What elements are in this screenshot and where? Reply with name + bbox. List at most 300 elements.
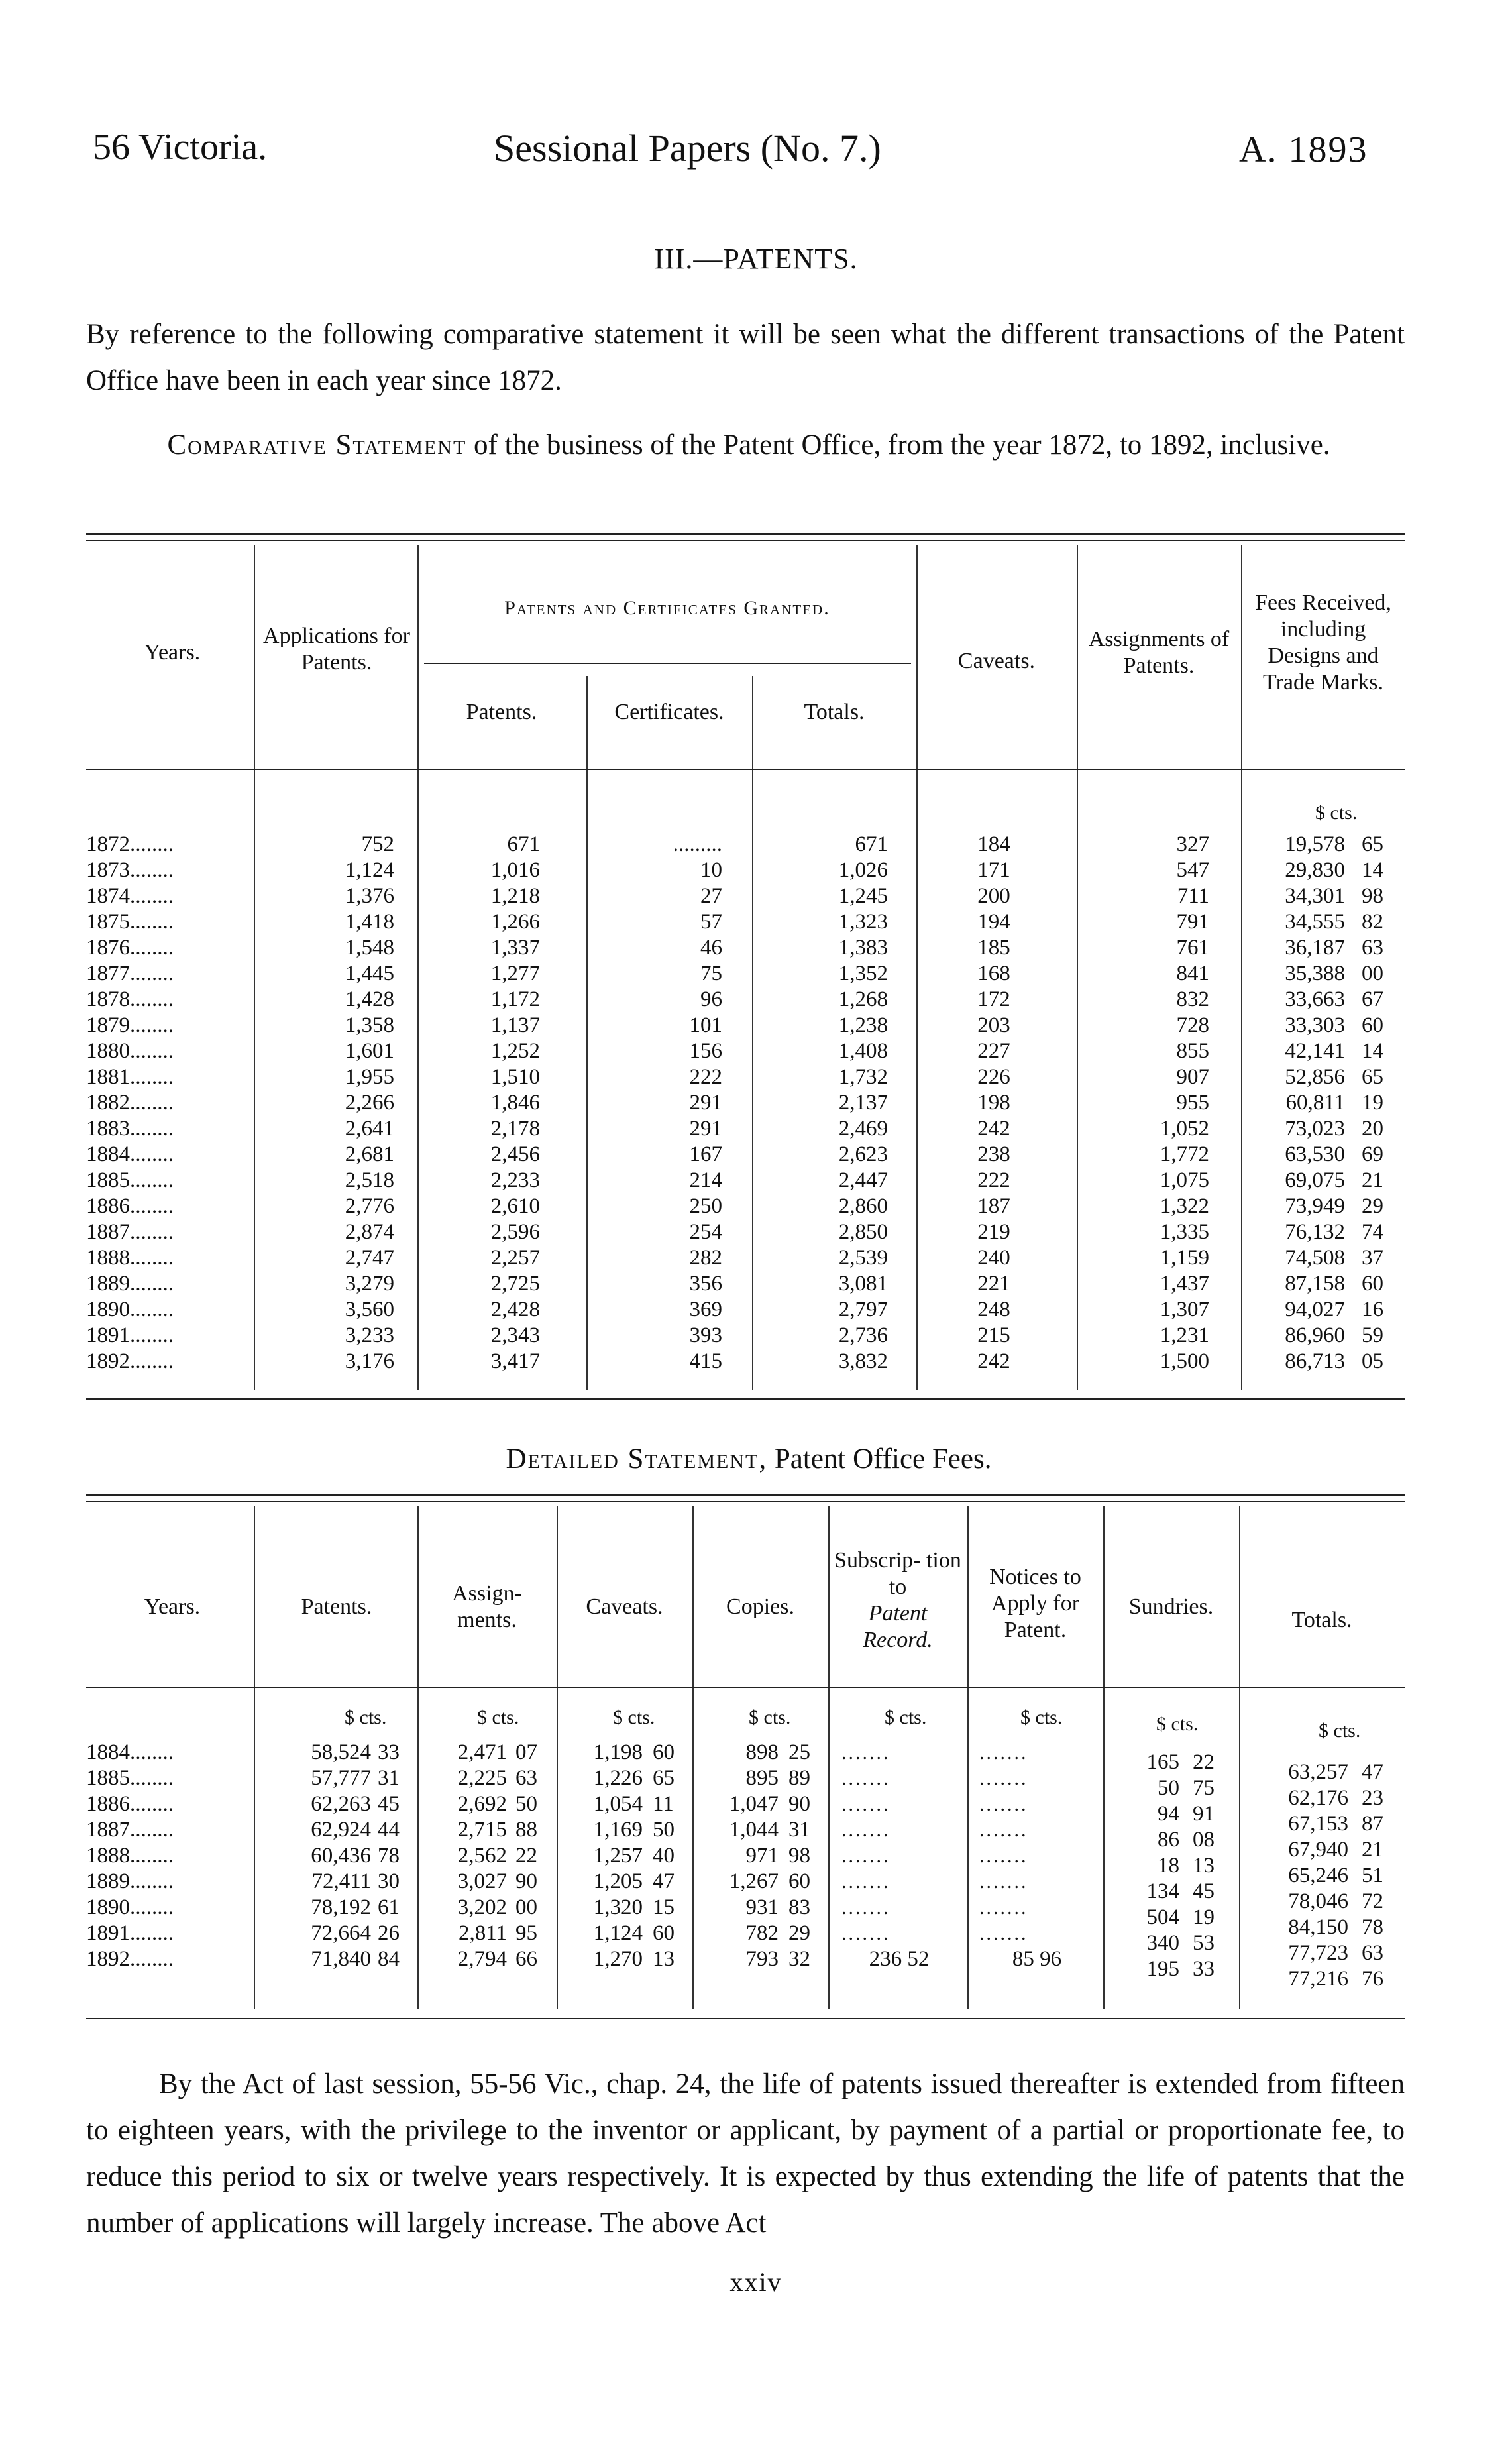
patents-dollars-cell: 62,263 (311, 1792, 371, 1816)
totals-cents-cell: 78 (1362, 1915, 1383, 1939)
comparative-caption-title: Comparative Statement (167, 429, 467, 461)
caveats-cents-cell: 60 (653, 1740, 675, 1764)
dcol-header-caveats: Caveats. (586, 1594, 663, 1619)
caveats-cents-cell: 11 (653, 1792, 674, 1816)
totals-cents-cell: 87 (1362, 1812, 1383, 1836)
applications-cell: 1,428 (345, 987, 394, 1011)
copies-cents-cell: 32 (788, 1947, 810, 1971)
fees-dollars-cell: 69,075 (1285, 1168, 1345, 1192)
assignments-dollars-cell: 2,715 (457, 1818, 507, 1842)
year-cell: 1888........ (86, 1246, 174, 1270)
sundries-cents-cell: 22 (1193, 1750, 1215, 1774)
detailed-top-rule-2 (86, 1501, 1405, 1502)
assignments-cell: 855 (1176, 1039, 1209, 1063)
fees-cents-cell: 29 (1362, 1194, 1383, 1218)
year-cell: 1892........ (86, 1349, 174, 1373)
copies-cents-cell: 29 (788, 1921, 810, 1945)
fees-dollars-cell: 87,158 (1285, 1272, 1345, 1296)
fees-cents-cell: 37 (1362, 1246, 1383, 1270)
assignments-cents-cell: 88 (515, 1818, 537, 1842)
year-cell: 1886........ (86, 1194, 174, 1218)
assignments-cell: 761 (1176, 936, 1209, 960)
header-year: A. 1893 (1239, 129, 1368, 170)
totals-cell: 2,736 (838, 1323, 888, 1347)
caveats-column (928, 832, 1060, 1374)
patents-cents-cell: 84 (378, 1947, 400, 1971)
patents-dollars-cell: 57,777 (311, 1766, 371, 1790)
caveats-cents-cell: 50 (653, 1818, 675, 1842)
detailed-caveats-cents (653, 1740, 686, 1972)
certificates-cell: 214 (689, 1168, 722, 1192)
col-header-caveats: Caveats. (957, 649, 1036, 673)
fees-cents-cell: 69 (1362, 1143, 1383, 1166)
dcol-header-sundries: Sundries. (1128, 1594, 1214, 1619)
fees-cents-cell: 05 (1362, 1349, 1383, 1373)
col-header-certificates: Certificates. (614, 700, 724, 724)
year-cell: 1875........ (86, 910, 174, 934)
certificates-cell: 250 (689, 1194, 722, 1218)
certificates-cell: 415 (689, 1349, 722, 1373)
year-cell: 1873........ (86, 858, 174, 882)
assignments-cents-cell: 63 (515, 1766, 537, 1790)
totals-cents-cell: 63 (1362, 1941, 1383, 1965)
sundries-dollars-cell: 18 (1158, 1854, 1179, 1877)
patents-cents-cell: 31 (378, 1766, 400, 1790)
assignments-dollars-cell: 2,562 (457, 1844, 507, 1868)
fees-dollars-cell: 86,713 (1285, 1349, 1345, 1373)
patents-dollars-cell: 62,924 (311, 1818, 371, 1842)
caveats-dollars-cell: 1,270 (593, 1947, 643, 1971)
caveats-dollars-cell: 1,320 (593, 1895, 643, 1919)
sundries-dollars-cell: 340 (1146, 1931, 1179, 1955)
caveats-cell: 240 (977, 1246, 1010, 1270)
totals-cents-cell: 23 (1362, 1786, 1383, 1810)
applications-cell: 752 (361, 832, 394, 856)
copies-dollars-cell: 895 (745, 1766, 779, 1790)
certificates-cell: 393 (689, 1323, 722, 1347)
patents-cents-cell: 78 (378, 1844, 400, 1868)
unit-notices: $ cts. (1020, 1706, 1063, 1728)
intro-paragraph: By reference to the following comparative statement it will be seen what the different transactions of the Patent Office have been in each year since 1872. (86, 319, 1405, 396)
caveats-cents-cell: 40 (653, 1844, 675, 1868)
assignments-cents-cell: 50 (515, 1792, 537, 1816)
patents-cell: 1,337 (490, 936, 540, 960)
patents-dollars-cell: 60,436 (311, 1844, 371, 1868)
patents-cell: 671 (507, 832, 540, 856)
applications-cell: 2,776 (345, 1194, 394, 1218)
totals-cell: 3,081 (838, 1272, 888, 1296)
caveats-cell: 227 (977, 1039, 1010, 1063)
patents-dollars-cell: 72,664 (311, 1921, 371, 1945)
certificates-cell: 167 (689, 1143, 722, 1166)
totals-cell: 1,323 (838, 910, 888, 934)
detailed-patents-dollars (278, 1740, 371, 1972)
detailed-header-rule (86, 1687, 1405, 1688)
certificates-cell: 156 (689, 1039, 722, 1063)
col-divider (1241, 545, 1242, 1390)
totals-cell: 1,268 (838, 987, 888, 1011)
certificates-cell: 46 (700, 936, 722, 960)
subscription-1892-value: 236 52 (869, 1947, 930, 1971)
year-cell: 1887........ (86, 1818, 174, 1842)
assignments-cell: 1,231 (1160, 1323, 1209, 1347)
fees-cents-cell: 82 (1362, 910, 1383, 934)
patents-cell: 2,233 (490, 1168, 540, 1192)
patents-dollars-cell: 72,411 (311, 1870, 371, 1893)
year-cell: 1876........ (86, 936, 174, 960)
assignments-dollars-cell: 3,027 (457, 1870, 507, 1893)
totals-cell: 2,860 (838, 1194, 888, 1218)
sundries-dollars-cell: 134 (1146, 1879, 1179, 1903)
patents-cell: 2,343 (490, 1323, 540, 1347)
dcol-header-notices: Notices to Apply for Patent. (989, 1565, 1081, 1642)
certificates-cell: 291 (689, 1091, 722, 1115)
certificates-cell: 282 (689, 1246, 722, 1270)
dcol-header-subscription-line2: Patent Record. (863, 1601, 933, 1652)
year-cell: 1882........ (86, 1091, 174, 1115)
caveats-dollars-cell: 1,054 (593, 1792, 643, 1816)
detailed-caption-title: Detailed Statement, (506, 1443, 768, 1475)
certificates-cell: 291 (689, 1117, 722, 1141)
dcol-header-patents: Patents. (301, 1594, 372, 1619)
patents-cents-cell: 45 (378, 1792, 400, 1816)
patents-column (424, 832, 540, 1374)
copies-dollars-cell: 1,044 (729, 1818, 779, 1842)
caveats-cents-cell: 60 (653, 1921, 675, 1945)
copies-cents-cell: 83 (788, 1895, 810, 1919)
assignments-cell: 955 (1176, 1091, 1209, 1115)
detailed-copies-dollars (702, 1740, 779, 1972)
year-cell: 1881........ (86, 1065, 174, 1089)
caveats-cell: 221 (977, 1272, 1010, 1296)
col-divider (586, 676, 588, 1390)
totals-cell: 3,832 (838, 1349, 888, 1373)
caveats-cell: 171 (977, 858, 1010, 882)
assignments-cents-cell: 00 (515, 1895, 537, 1919)
patents-cell: 2,428 (490, 1298, 540, 1321)
detailed-assignments-cents (515, 1740, 549, 1972)
copies-cents-cell: 90 (788, 1792, 810, 1816)
certificates-cell: 222 (689, 1065, 722, 1089)
applications-cell: 1,445 (345, 962, 394, 985)
fees-dollars-cell: 35,388 (1285, 962, 1345, 985)
assignments-cell: 1,772 (1160, 1143, 1209, 1166)
col-divider (828, 1506, 830, 2009)
assignments-dollars-cell: 2,471 (457, 1740, 507, 1764)
caveats-dollars-cell: 1,226 (593, 1766, 643, 1790)
detailed-caption (86, 1438, 1411, 1481)
sundries-dollars-cell: 94 (1158, 1802, 1179, 1826)
year-cell: 1888........ (86, 1844, 174, 1868)
caveats-cents-cell: 13 (653, 1947, 675, 1971)
patents-cell: 1,510 (490, 1065, 540, 1089)
applications-cell: 2,747 (345, 1246, 394, 1270)
detailed-sundries-dollars (1113, 1750, 1179, 1982)
fees-unit-label: $ cts. (1315, 802, 1358, 824)
sundries-cents-cell: 19 (1193, 1905, 1215, 1929)
certificates-column (596, 832, 722, 1374)
totals-cell: 2,623 (838, 1143, 888, 1166)
col-header-years: Years. (144, 640, 201, 665)
unit-subscription: $ cts. (885, 1706, 927, 1728)
fees-dollars-cell: 34,555 (1285, 910, 1345, 934)
fees-cents-cell: 60 (1362, 1272, 1383, 1296)
fees-cents-cell: 74 (1362, 1220, 1383, 1244)
applications-cell: 2,266 (345, 1091, 394, 1115)
year-cell: 1877........ (86, 962, 174, 985)
totals-cell: 1,408 (838, 1039, 888, 1063)
patents-cents-cell: 44 (378, 1818, 400, 1842)
sundries-cents-cell: 91 (1193, 1802, 1215, 1826)
totals-cents-cell: 47 (1362, 1760, 1383, 1784)
totals-cell: 1,245 (838, 884, 888, 908)
certificates-cell: 75 (700, 962, 722, 985)
totals-dollars-cell: 77,216 (1288, 1967, 1348, 1991)
totals-dollars-cell: 77,723 (1288, 1941, 1348, 1965)
applications-cell: 3,279 (345, 1272, 394, 1296)
totals-cents-cell: 72 (1362, 1889, 1383, 1913)
col-divider (417, 1506, 419, 2009)
patents-cents-cell: 26 (378, 1921, 400, 1945)
fees-dollars-column (1246, 832, 1345, 1374)
applications-cell: 2,681 (345, 1143, 394, 1166)
fees-cents-cell: 21 (1362, 1168, 1383, 1192)
fees-cents-cell: 59 (1362, 1323, 1383, 1347)
col-header-fees: Fees Received, including Designs and Trade Marks. (1255, 590, 1391, 695)
header-bottom-rule (86, 769, 1405, 770)
dcol-header-copies: Copies. (726, 1594, 794, 1619)
patents-dollars-cell: 71,840 (311, 1947, 371, 1971)
assignments-cell: 1,075 (1160, 1168, 1209, 1192)
applications-cell: 1,601 (345, 1039, 394, 1063)
certificates-cell: 101 (689, 1013, 722, 1037)
patents-cell: 1,218 (490, 884, 540, 908)
year-cell: 1890........ (86, 1298, 174, 1321)
comparative-caption (86, 424, 1411, 467)
totals-dollars-cell: 67,153 (1288, 1812, 1348, 1836)
totals-dollars-cell: 84,150 (1288, 1915, 1348, 1939)
applications-cell: 2,518 (345, 1168, 394, 1192)
patents-cell: 1,252 (490, 1039, 540, 1063)
caveats-cell: 187 (977, 1194, 1010, 1218)
sundries-cents-cell: 53 (1193, 1931, 1215, 1955)
assignments-cell: 907 (1176, 1065, 1209, 1089)
notices-leaders: ....... ....... ....... ....... ....... ....... ....... ....... (979, 1742, 1028, 1944)
year-cell: 1884........ (86, 1143, 174, 1166)
sundries-cents-cell: 08 (1193, 1828, 1215, 1852)
caveats-cell: 185 (977, 936, 1010, 960)
totals-cell: 1,026 (838, 858, 888, 882)
unit-sundries: $ cts. (1156, 1713, 1199, 1735)
totals-cell: 1,352 (838, 962, 888, 985)
copies-dollars-cell: 931 (745, 1895, 779, 1919)
applications-cell: 2,641 (345, 1117, 394, 1141)
table-top-rule-2 (86, 540, 1405, 541)
assignments-cell: 728 (1176, 1013, 1209, 1037)
year-cell: 1891........ (86, 1921, 174, 1945)
sundries-dollars-cell: 195 (1146, 1957, 1179, 1981)
assignments-dollars-cell: 3,202 (457, 1895, 507, 1919)
patents-cell: 1,277 (490, 962, 540, 985)
totals-cell: 1,383 (838, 936, 888, 960)
fees-dollars-cell: 76,132 (1285, 1220, 1345, 1244)
unit-assignments: $ cts. (477, 1706, 519, 1728)
caveats-cell: 242 (977, 1117, 1010, 1141)
assignments-dollars-cell: 2,692 (457, 1792, 507, 1816)
year-cell: 1883........ (86, 1117, 174, 1141)
totals-dollars-cell: 65,246 (1288, 1864, 1348, 1887)
fees-dollars-cell: 86,960 (1285, 1323, 1345, 1347)
fees-dollars-cell: 29,830 (1285, 858, 1345, 882)
assignments-cell: 547 (1176, 858, 1209, 882)
applications-cell: 1,124 (345, 858, 394, 882)
totals-cell: 2,850 (838, 1220, 888, 1244)
detailed-bottom-rule (86, 2018, 1405, 2019)
totals-cell: 1,238 (838, 1013, 888, 1037)
fees-dollars-cell: 94,027 (1285, 1298, 1345, 1321)
fees-cents-cell: 63 (1362, 936, 1383, 960)
caveats-dollars-cell: 1,257 (593, 1844, 643, 1868)
fees-dollars-cell: 52,856 (1285, 1065, 1345, 1089)
patents-cell: 2,725 (490, 1272, 540, 1296)
col-divider (417, 545, 419, 1390)
col-divider (752, 676, 753, 1390)
assignments-cell: 1,052 (1160, 1117, 1209, 1141)
caveats-cell: 172 (977, 987, 1010, 1011)
caveats-cents-cell: 65 (653, 1766, 675, 1790)
totals-dollars-cell: 78,046 (1288, 1889, 1348, 1913)
assignments-cell: 791 (1176, 910, 1209, 934)
totals-dollars-cell: 63,257 (1288, 1760, 1348, 1784)
year-cell: 1874........ (86, 884, 174, 908)
copies-dollars-cell: 782 (745, 1921, 779, 1945)
certificates-cell: 96 (700, 987, 722, 1011)
copies-cents-cell: 25 (788, 1740, 810, 1764)
detailed-assignments-dollars (431, 1740, 507, 1972)
sundries-dollars-cell: 50 (1158, 1776, 1179, 1800)
certificates-cell: 356 (689, 1272, 722, 1296)
caveats-cell: 222 (977, 1168, 1010, 1192)
fees-dollars-cell: 34,301 (1285, 884, 1345, 908)
group-subrule (424, 663, 911, 664)
col-divider (557, 1506, 558, 2009)
caveats-dollars-cell: 1,198 (593, 1740, 643, 1764)
patents-dollars-cell: 78,192 (311, 1895, 371, 1919)
assignments-column (1087, 832, 1209, 1374)
patents-cell: 1,137 (490, 1013, 540, 1037)
applications-cell: 3,233 (345, 1323, 394, 1347)
copies-dollars-cell: 1,267 (729, 1870, 779, 1893)
caveats-cell: 219 (977, 1220, 1010, 1244)
assignments-cell: 1,322 (1160, 1194, 1209, 1218)
totals-cell: 671 (855, 832, 888, 856)
patents-cell: 3,417 (490, 1349, 540, 1373)
header-session: 56 Victoria. (93, 127, 268, 168)
year-cell: 1880........ (86, 1039, 174, 1063)
col-header-assignments: Assignments of Patents. (1088, 627, 1230, 678)
patents-cell: 2,257 (490, 1246, 540, 1270)
fees-cents-cell: 00 (1362, 962, 1383, 985)
certificates-cell: 57 (700, 910, 722, 934)
applications-cell: 1,548 (345, 936, 394, 960)
detailed-top-rule (86, 1494, 1405, 1496)
detailed-sundries-cents (1193, 1750, 1226, 1982)
detailed-caption-text: Patent Office Fees. (767, 1443, 992, 1475)
certificates-cell: 254 (689, 1220, 722, 1244)
totals-cell: 2,447 (838, 1168, 888, 1192)
comparative-caption-text: of the business of the Patent Office, from the year 1872, to 1892, inclusive. (466, 429, 1330, 461)
patents-cents-cell: 30 (378, 1870, 400, 1893)
applications-cell: 1,376 (345, 884, 394, 908)
totals-dollars-cell: 62,176 (1288, 1786, 1348, 1810)
copies-dollars-cell: 971 (745, 1844, 779, 1868)
caveats-dollars-cell: 1,169 (593, 1818, 643, 1842)
totals-cell: 1,732 (838, 1065, 888, 1089)
totals-cell: 2,539 (838, 1246, 888, 1270)
year-cell: 1879........ (86, 1013, 174, 1037)
applications-cell: 1,418 (345, 910, 394, 934)
sundries-cents-cell: 75 (1193, 1776, 1215, 1800)
fees-dollars-cell: 33,303 (1285, 1013, 1345, 1037)
caveats-cents-cell: 47 (653, 1870, 675, 1893)
assignments-dollars-cell: 2,794 (457, 1947, 507, 1971)
assignments-cents-cell: 66 (515, 1947, 537, 1971)
fees-dollars-cell: 73,023 (1285, 1117, 1345, 1141)
caveats-dollars-cell: 1,124 (593, 1921, 643, 1945)
totals-dollars-cell: 67,940 (1288, 1838, 1348, 1862)
fees-cents-cell: 67 (1362, 987, 1383, 1011)
detailed-years-column (86, 1740, 255, 1972)
fees-cents-cell: 16 (1362, 1298, 1383, 1321)
detailed-patents-cents (378, 1740, 411, 1972)
detailed-totals-dollars (1249, 1760, 1348, 1992)
year-cell: 1885........ (86, 1168, 174, 1192)
fees-cents-cell: 14 (1362, 1039, 1383, 1063)
sundries-dollars-cell: 165 (1146, 1750, 1179, 1774)
totals-cell: 2,469 (838, 1117, 888, 1141)
assignments-cell: 1,307 (1160, 1298, 1209, 1321)
years-column (86, 832, 255, 1374)
fees-cents-cell: 65 (1362, 832, 1383, 856)
fees-dollars-cell: 74,508 (1285, 1246, 1345, 1270)
totals-cents-cell: 21 (1362, 1838, 1383, 1862)
assignments-dollars-cell: 2,811 (458, 1921, 507, 1945)
assignments-cell: 327 (1176, 832, 1209, 856)
caveats-cell: 200 (977, 884, 1010, 908)
patents-cell: 1,016 (490, 858, 540, 882)
dcol-header-subscription-line1: Subscrip- tion to (834, 1548, 961, 1599)
unit-copies: $ cts. (749, 1706, 791, 1728)
assignments-cents-cell: 90 (515, 1870, 537, 1893)
patents-cents-cell: 33 (378, 1740, 400, 1764)
copies-cents-cell: 98 (788, 1844, 810, 1868)
assignments-dollars-cell: 2,225 (457, 1766, 507, 1790)
caveats-cell: 248 (977, 1298, 1010, 1321)
closing-paragraph: By the Act of last session, 55-56 Vic., chap. 24, the life of patents issued thereafter is extended from fifteen to eighteen years, with the privilege to the inventor or applicant, by payment of a partial or proportionate fee, to reduce this period to six or twelve years respectively. It is expected by thus extending the life of patents that the number of applications will largely increase. The above Act (86, 2068, 1405, 2239)
col-header-applications: Applications for Patents. (263, 624, 410, 675)
caveats-cell: 226 (977, 1065, 1010, 1089)
year-cell: 1878........ (86, 987, 174, 1011)
applications-cell: 2,874 (345, 1220, 394, 1244)
col-divider (692, 1506, 694, 2009)
fees-cents-cell: 60 (1362, 1013, 1383, 1037)
patents-dollars-cell: 58,524 (311, 1740, 371, 1764)
col-divider (967, 1506, 969, 2009)
applications-column (265, 832, 394, 1374)
year-cell: 1889........ (86, 1272, 174, 1296)
copies-dollars-cell: 793 (745, 1947, 779, 1971)
assignments-cents-cell: 22 (515, 1844, 537, 1868)
